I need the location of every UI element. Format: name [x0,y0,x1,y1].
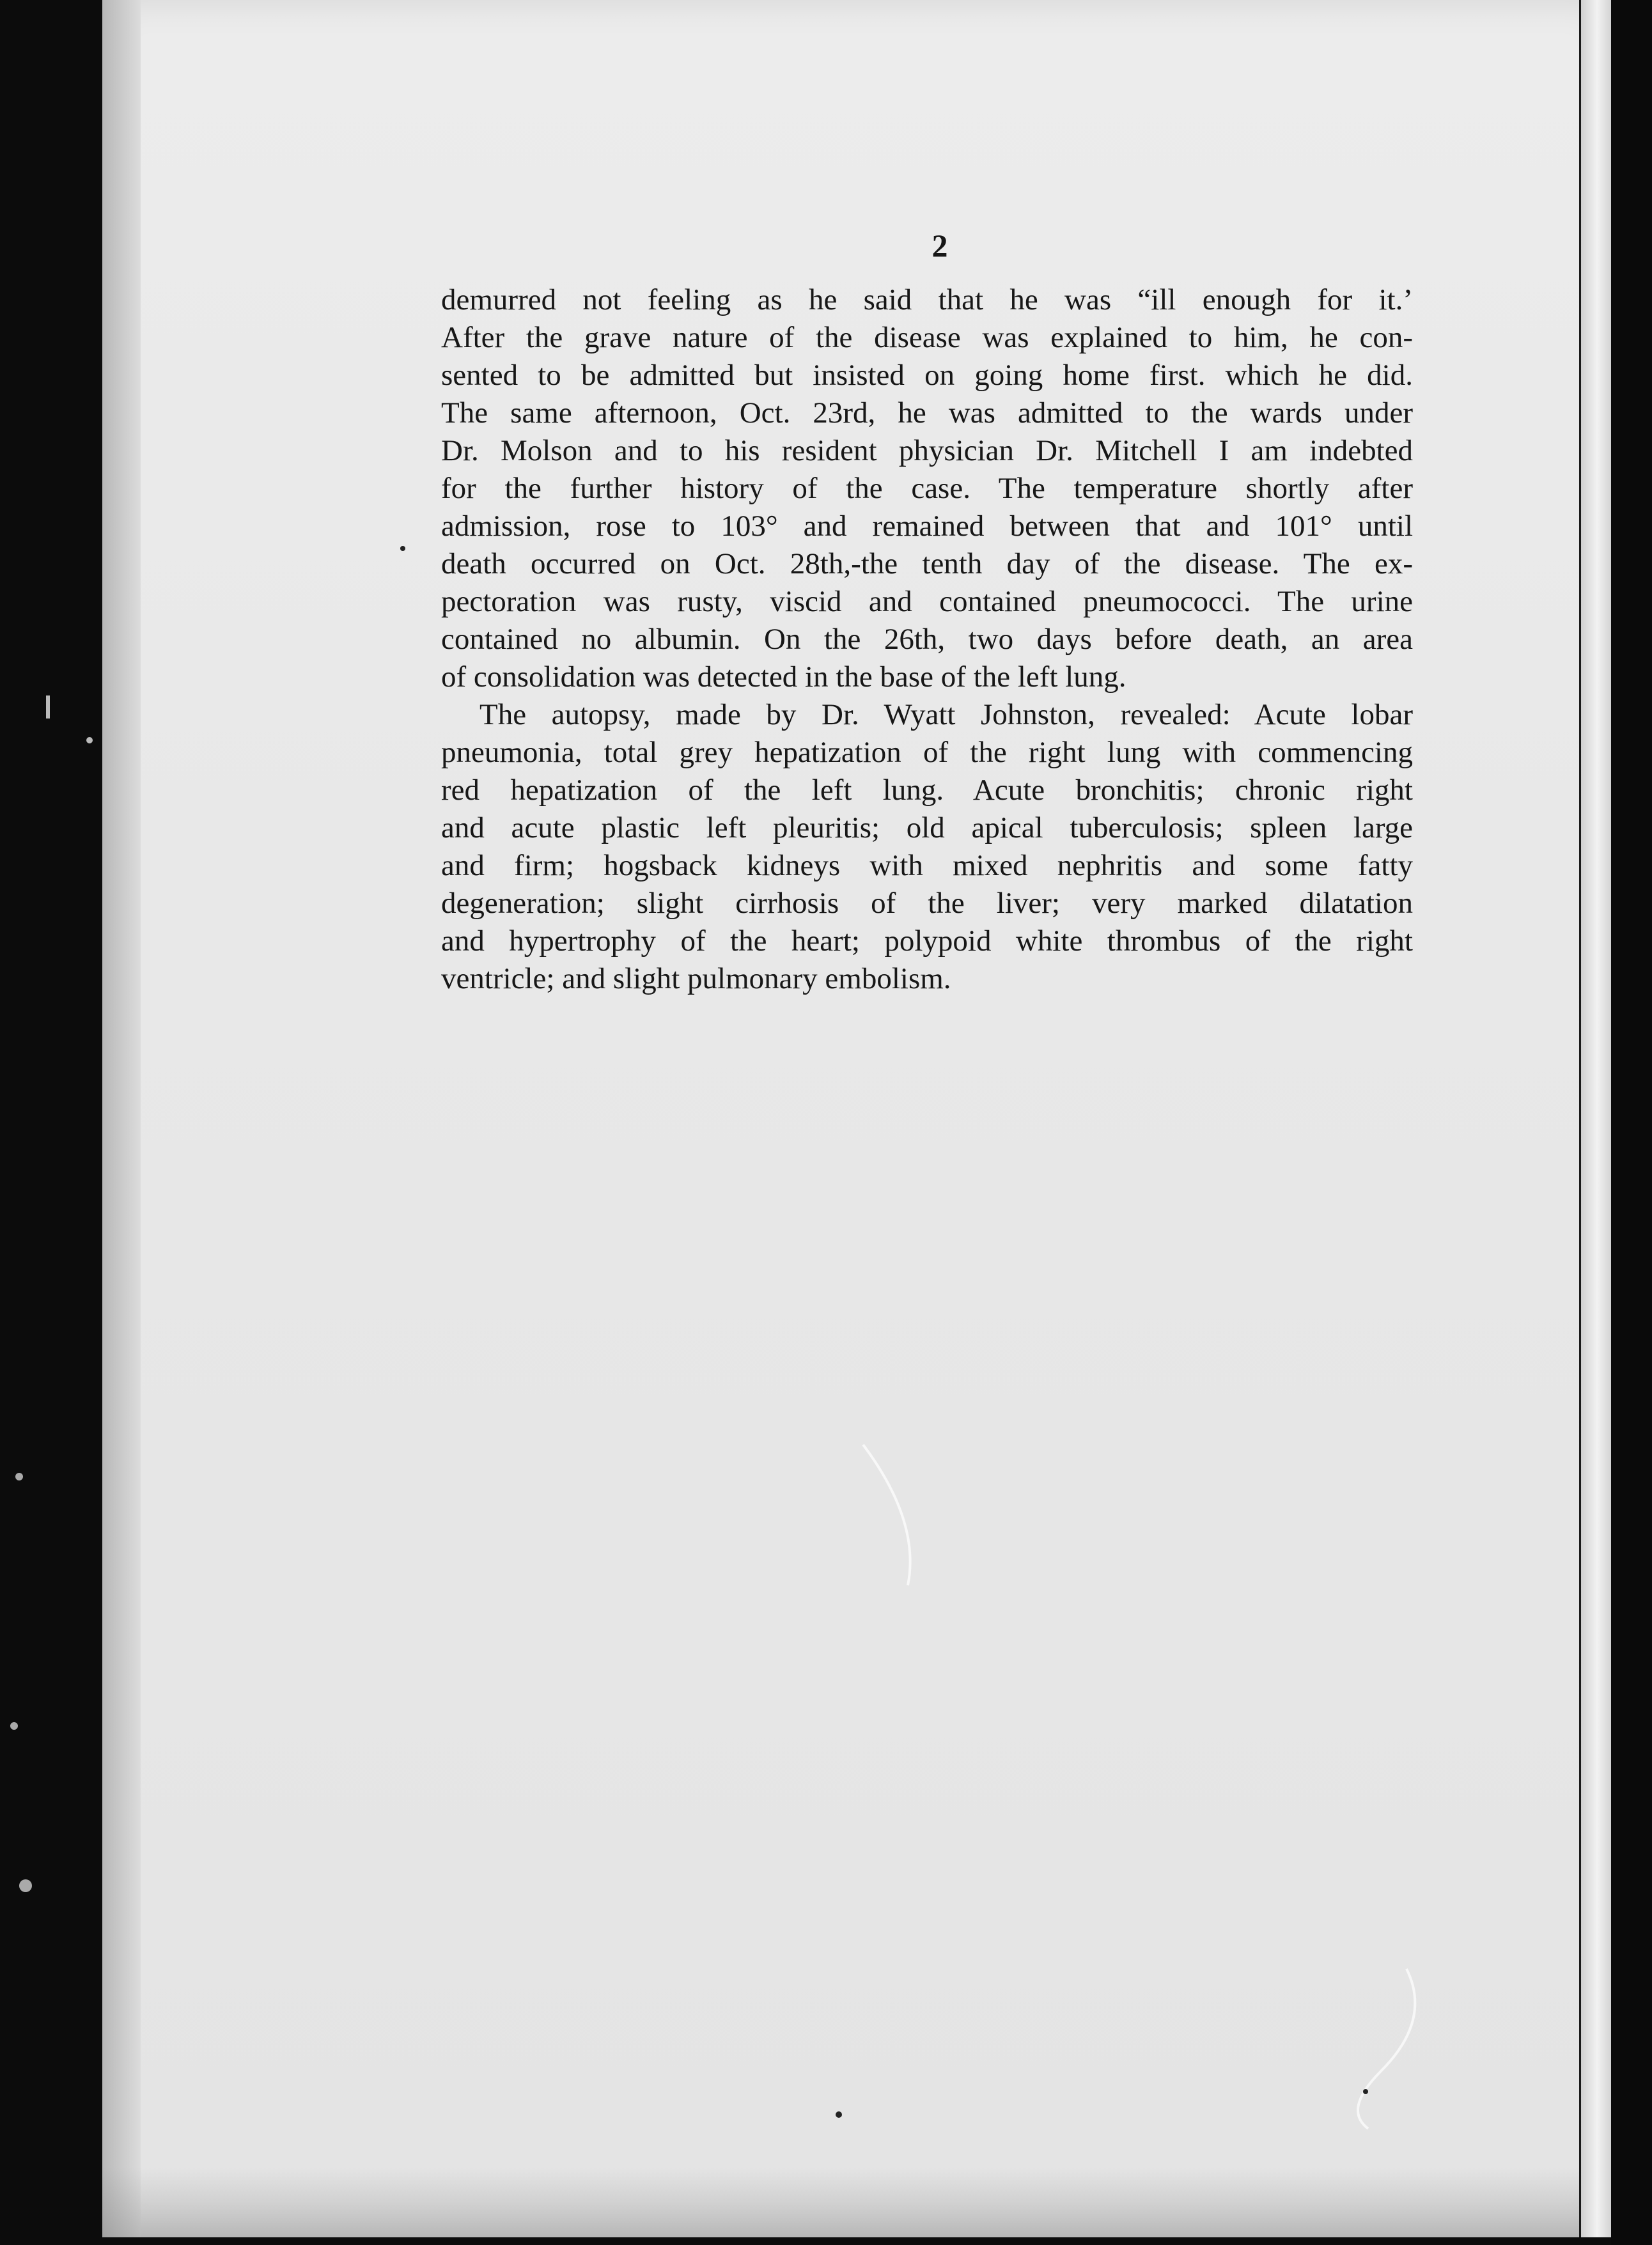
text-line: contained no albumin. On the 26th, two days before death, an area [441,623,1413,656]
page-left-shadow [102,0,141,2237]
scan-artifact-mark [46,695,50,719]
scan-artifact-dot [10,1722,18,1730]
text-line: ventricle; and slight pulmonary embolism. [441,962,951,995]
text-line: and hypertrophy of the heart; polypoid white thrombus of the right [441,924,1413,958]
text-line: degeneration; slight cirrhosis of the liver; very marked dilatation [441,887,1413,920]
page-number: 2 [931,228,948,263]
paragraph-2 [441,696,1413,998]
text-line: admission, rose to 103° and remained between that and 101° until [441,509,1413,543]
text-line: of consolidation was detected in the base of the left lung. [441,660,1126,694]
text-line: and acute plastic left pleuritis; old apical tuberculosis; spleen large [441,811,1413,844]
text-line: The autopsy, made by Dr. Wyatt Johnston, revealed: Acute lobar [479,698,1413,731]
text-line: and firm; hogsback kidneys with mixed nephritis and some fatty [441,849,1413,882]
text-line: sented to be admitted but insisted on going home first. which he did. [441,359,1413,392]
scan-artifact-dot [15,1473,23,1480]
text-line: After the grave nature of the disease was explained to him, he con- [441,321,1413,354]
page-bottom-shadow [102,2167,1611,2237]
text-line: for the further history of the case. The temperature shortly after [441,472,1413,505]
text-line: demurred not feeling as he said that he was “ill enough for it.’ [441,283,1413,316]
text-line: death occurred on Oct. 28th,-the tenth day of the disease. The ex- [441,547,1413,580]
text-line: red hepatization of the left lung. Acute bronchitis; chronic right [441,773,1413,807]
paragraph-1 [441,281,1413,696]
text-line: The same afternoon, Oct. 23rd, he was admitted to the wards under [441,396,1413,430]
text-line: pneumonia, total grey hepatization of the right lung with commencing [441,736,1413,769]
scan-border-right [1611,0,1652,2245]
scan-artifact-dot [86,737,93,743]
text-line: pectoration was rusty, viscid and contained pneumococci. The urine [441,585,1413,618]
body-text [441,281,1413,998]
text-line: Dr. Molson and to his resident physician Dr. Mitchell I am indebted [441,434,1413,467]
scan-artifact-dot [19,1879,32,1892]
page-right-edge [1579,0,1613,2237]
